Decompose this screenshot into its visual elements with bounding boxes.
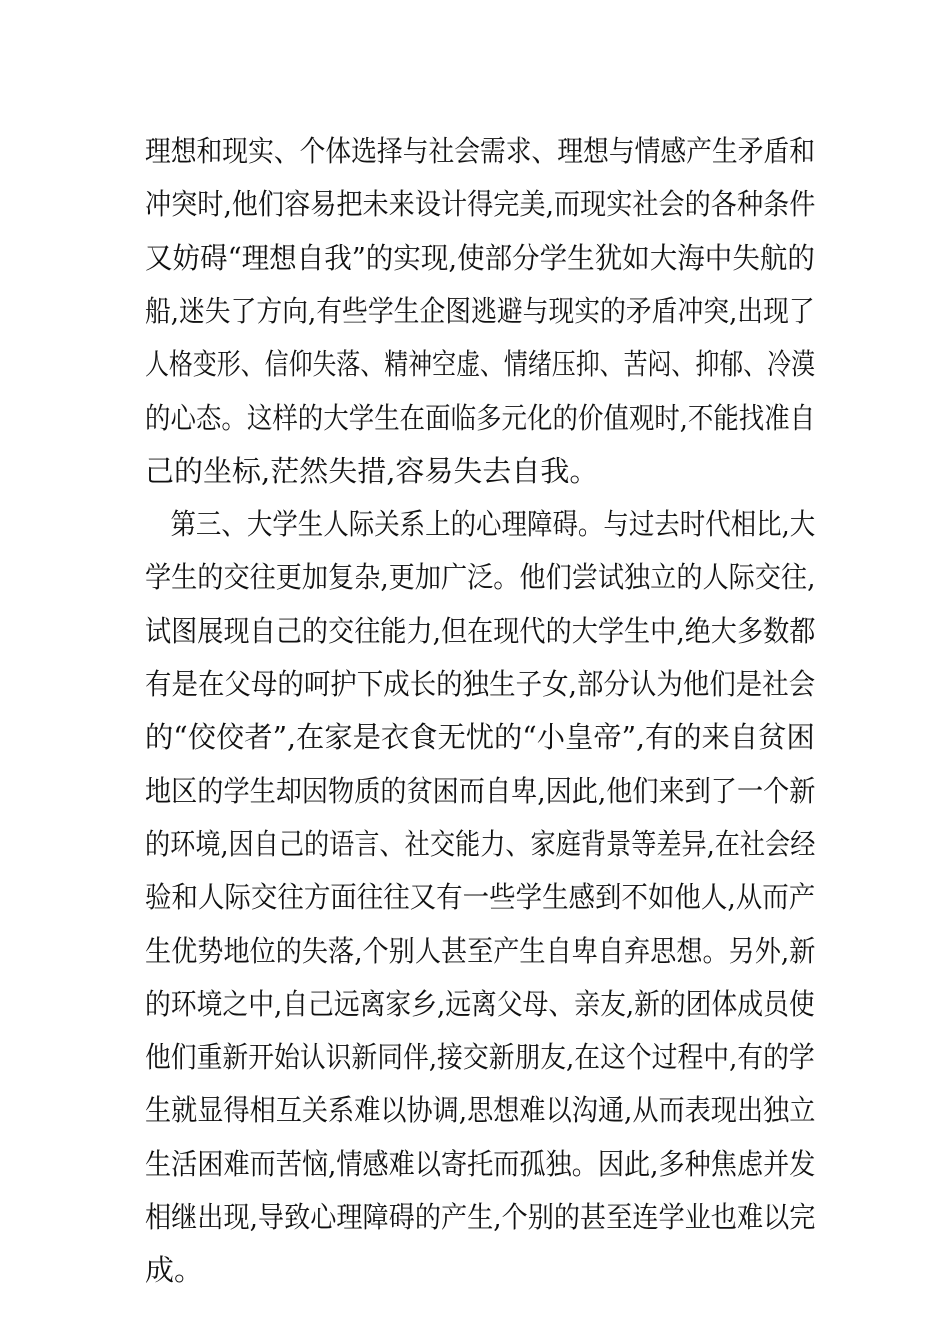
- text-line: 理想和现实、个体选择与社会需求、理想与情感产生矛盾和: [145, 134, 816, 168]
- text-line: 生就显得相互关系难以协调,思想难以沟通,从而表现出独立: [145, 1093, 816, 1128]
- text-line: 的环境之中,自己远离家乡,远离父母、亲友,新的团体成员使: [145, 986, 815, 1021]
- text-line: 有是在父母的呵护下成长的独生子女,部分认为他们是社会: [145, 667, 816, 701]
- text-line: 的“佼佼者”,在家是衣食无忧的“小皇帝”,有的来自贫困: [145, 720, 815, 755]
- text-line: 验和人际交往方面往往又有一些学生感到不如他人,从而产: [145, 880, 816, 915]
- text-line: 学生的交往更加复杂,更加广泛。他们尝试独立的人际交往,: [145, 560, 816, 595]
- text-line: 人格变形、信仰失落、精神空虚、情绪压抑、苦闷、抑郁、冷漠: [145, 347, 816, 382]
- text-line: 船,迷失了方向,有些学生企图逃避与现实的矛盾冲突,出现了: [145, 293, 815, 328]
- text-line: 的心态。这样的大学生在面临多元化的价值观时,不能找准自: [145, 400, 816, 435]
- text-line: 冲突时,他们容易把未来设计得完美,而现实社会的各种条件: [145, 187, 816, 222]
- text-line: 第三、大学生人际关系上的心理障碍。与过去时代相比,大: [145, 507, 816, 542]
- text-line: 的环境,因自己的语言、社交能力、家庭背景等差异,在社会经: [145, 826, 816, 861]
- text-line: 他们重新开始认识新同伴,接交新朋友,在这个过程中,有的学: [145, 1040, 815, 1075]
- text-line: 生优势地位的失落,个别人甚至产生自卑自弃思想。另外,新: [145, 933, 816, 968]
- text-line: 地区的学生却因物质的贫困而自卑,因此,他们来到了一个新: [145, 773, 816, 808]
- text-line: 试图展现自己的交往能力,但在现代的大学生中,绝大多数都: [145, 613, 816, 648]
- text-line: 己的坐标,茫然失措,容易失去自我。: [145, 453, 599, 488]
- text-line: 生活困难而苦恼,情感难以寄托而孤独。因此,多种焦虑并发: [145, 1146, 816, 1181]
- text-line: 相继出现,导致心理障碍的产生,个别的甚至连学业也难以完: [145, 1200, 816, 1234]
- text-line: 又妨碍“理想自我”的实现,使部分学生犹如大海中失航的: [145, 240, 815, 275]
- text-line: 成。: [145, 1253, 204, 1288]
